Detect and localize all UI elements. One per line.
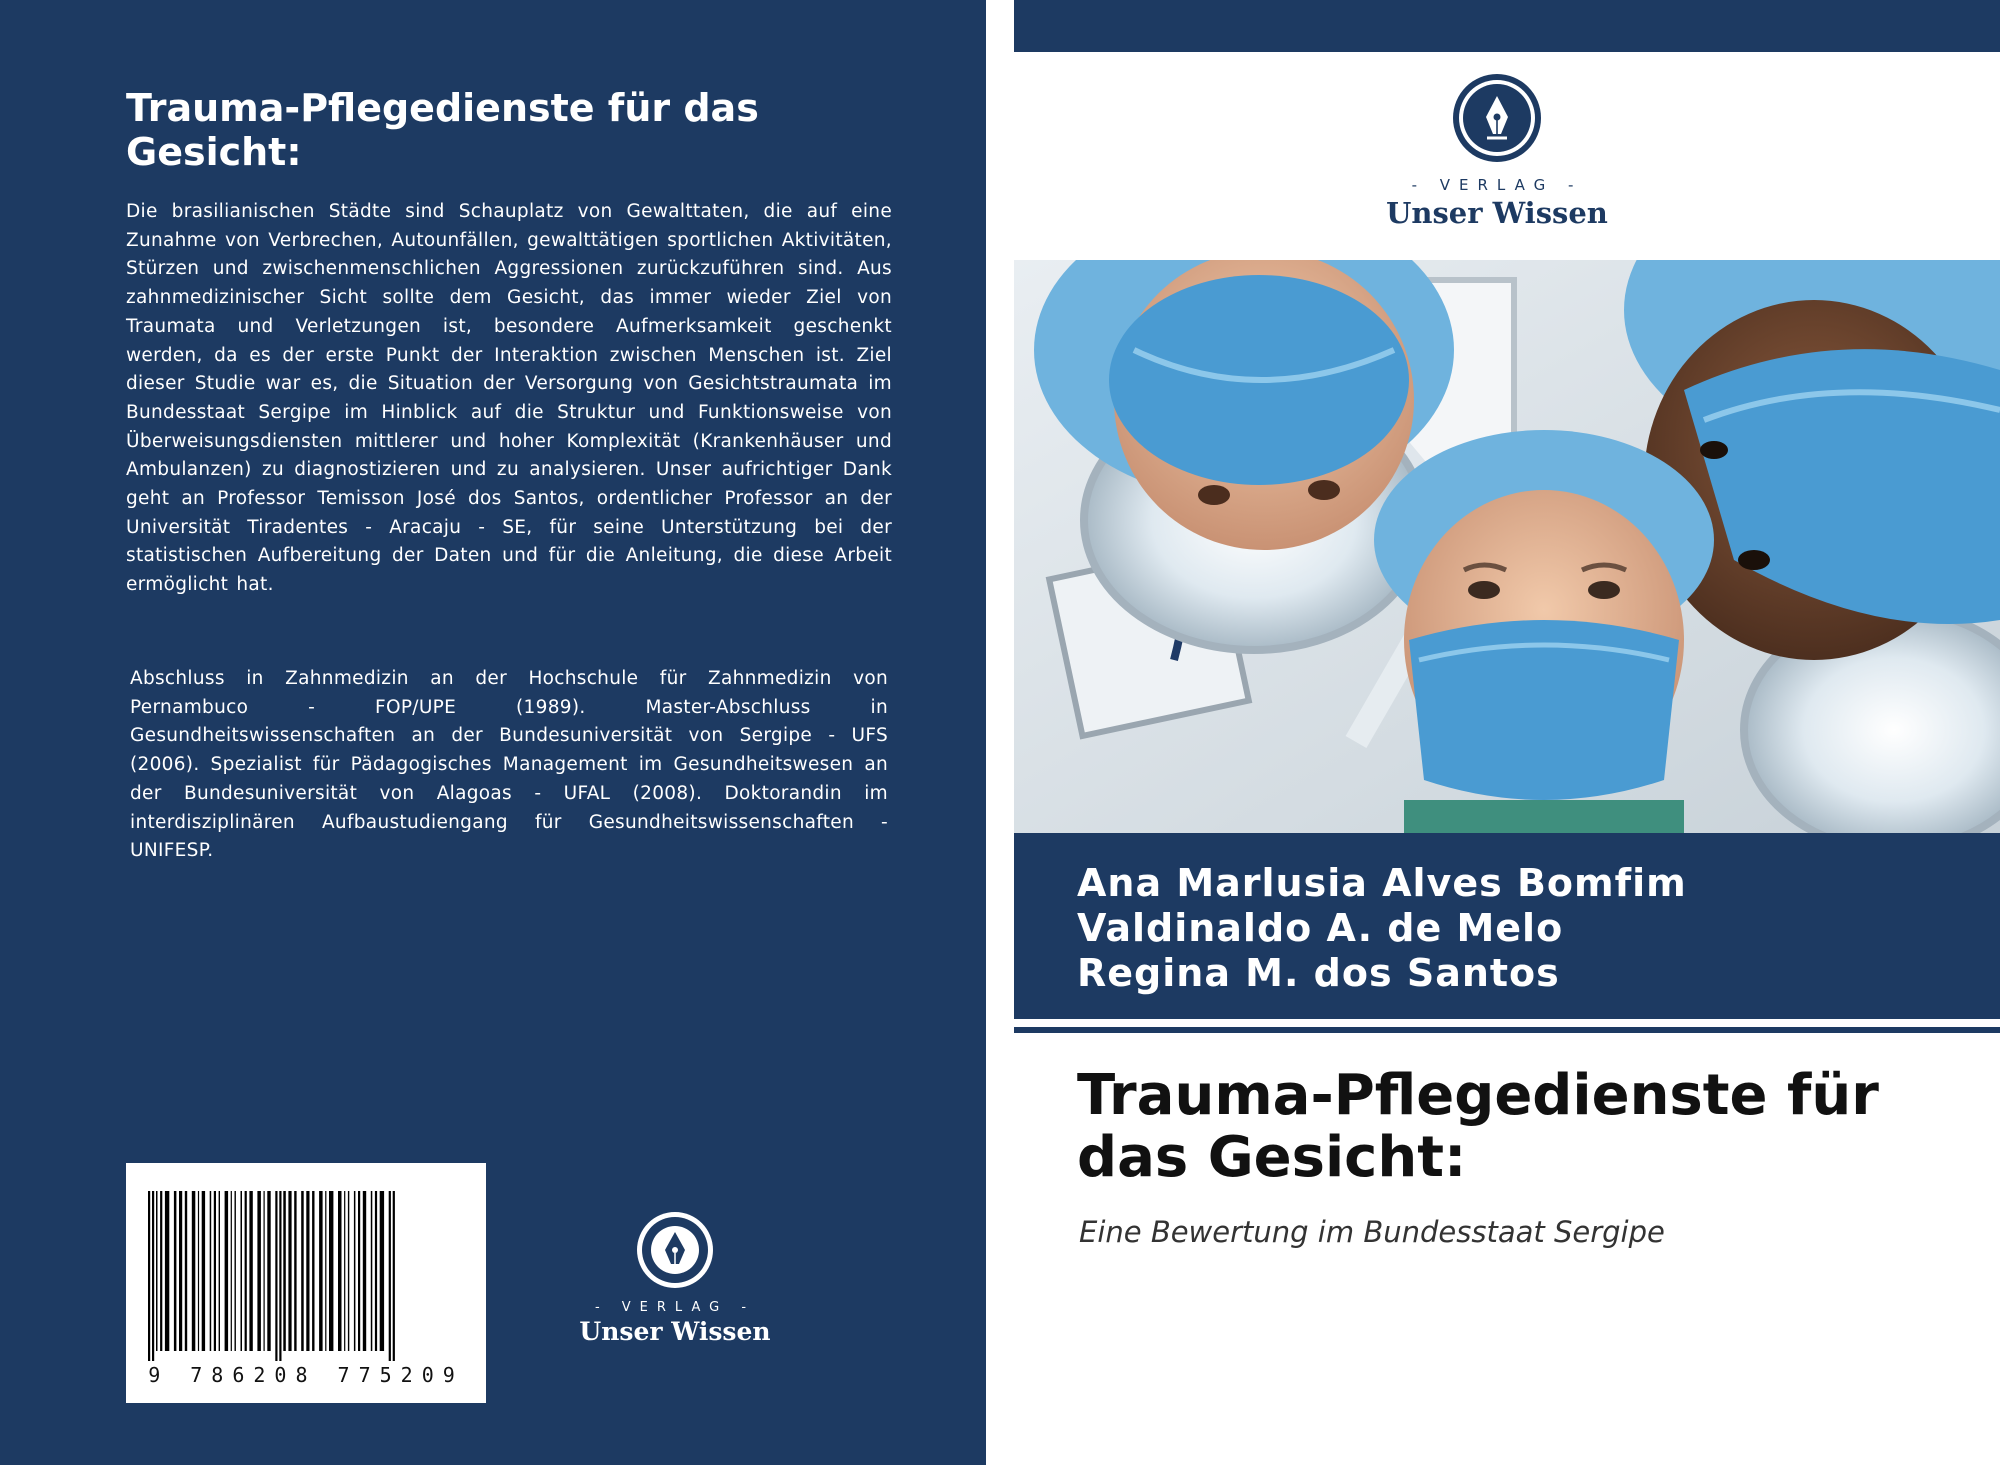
verlag-label: - VERLAG - [1411, 176, 1583, 194]
author-name: Ana Marlusia Alves Bomfim [1077, 861, 1687, 905]
front-top-bar [1014, 0, 2000, 52]
author-name: Regina M. dos Santos [1077, 951, 1560, 995]
book-subtitle: Eine Bewertung im Bundesstaat Sergipe [1079, 1215, 1665, 1249]
pen-nib-seal-icon [1451, 72, 1543, 164]
verlag-label: - VERLAG - [594, 1300, 756, 1315]
author-biography: Abschluss in Zahnmedizin an der Hochschule für Zahnmedizin von Pernambuco - FOP/UPE (1989). Master-Abschluss in Gesundheitswissenschaften an der Bundesuniversität von Sergipe - UFS (2006). Spezialist für Pädagogisches Management im Gesundheitswesen an der Bundesuniversität von Alagoas - UFAL (2008). Doktorandin im interdisziplinären Aufbaustudiengang für Gesundheitswissenschaften - UNIFESP. [130, 668, 888, 862]
authors-band [1014, 833, 2000, 1019]
book-title: Trauma-Pflegedienste für das Gesicht: [1077, 1063, 1879, 1190]
barcode-bars [144, 1191, 468, 1361]
publisher-name: Unser Wissen [1386, 196, 1608, 230]
spine-gap [986, 0, 1014, 1465]
back-cover-summary: Die brasilianischen Städte sind Schauplatz von Gewalttaten, die auf eine Zunahme von Verbrechen, Autounfällen, gewalttätigen sportlichen Aktivitäten, Stürzen und zwischenmenschlichen Aggressionen zurückzuführen sind. Aus zahnmedizinischer Sicht sollte dem Gesicht, das immer wieder Ziel von Traumata und Verletzungen ist, besondere Aufmerksamkeit geschenkt werden, da es der erste Punkt der Interaktion zwischen Menschen ist. Ziel dieser Studie war es, die Situation der Versorgung von Gesichtstraumata im Bundesstaat Sergipe im Hinblick auf die Struktur und Funktionsweise von Überweisungsdiensten mittlerer und hoher Komplexität (Krankenhäuser und Ambulanzen) zu diagnostizieren und zu analysieren. Unser aufrichtiger Dank geht an Professor Temisson José dos Santos, ordentlicher Professor an der Universität Tiradentes - Aracaju - SE, für seine Unterstützung bei der statistischen Aufbereitung der Daten und für die Anleitung, die diese Arbeit ermöglicht hat. [126, 201, 892, 596]
back-cover-title: Trauma-Pflegedienste für das Gesicht: [126, 86, 759, 174]
cover-photo-surgeons [1014, 260, 2000, 833]
isbn-number: 9 786208 775209 [148, 1363, 464, 1387]
author-name: Valdinaldo A. de Melo [1077, 906, 1564, 950]
pen-nib-seal-icon [635, 1210, 715, 1290]
publisher-name: Unser Wissen [579, 1317, 771, 1346]
surgeons-illustration [1014, 260, 2000, 833]
front-publisher-logo [1372, 72, 1622, 230]
isbn-barcode [126, 1163, 486, 1403]
back-publisher-logo [570, 1210, 780, 1346]
title-divider [1014, 1027, 2000, 1033]
